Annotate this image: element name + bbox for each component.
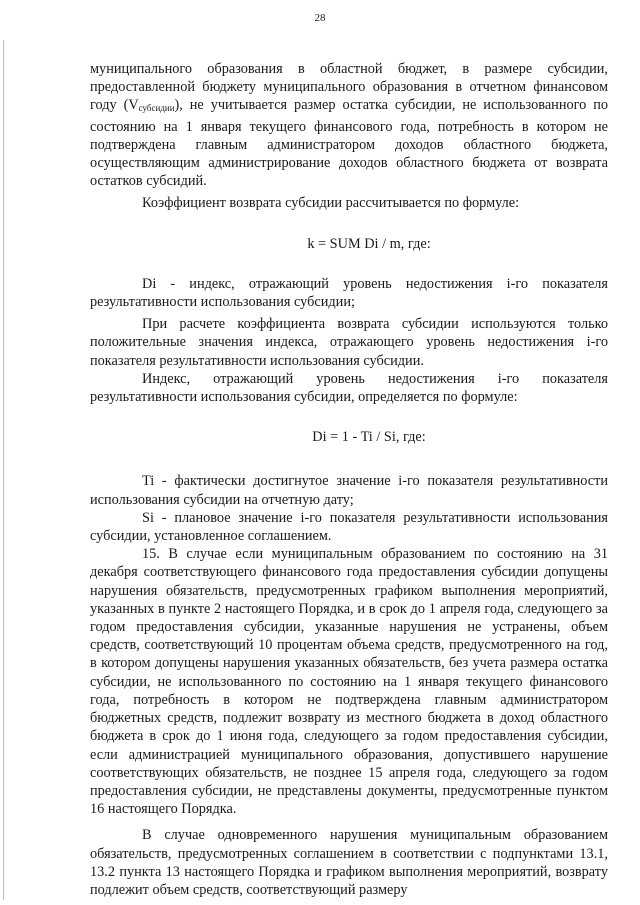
paragraph-3: Di - индекс, отражающий уровень недостижения i-го показателя результативности использования субсидии; <box>90 275 608 311</box>
paragraph-8: 15. В случае если муниципальным образованием по состоянию на 31 декабря соответствующего финансового года предоставления субсидии допущены нарушения обязательств, предусмотренных графиком выполнения мероприятий, указанных в пункте 2 настоящего Порядка, и в срок до 1 апреля года, следующего за годом предоставления субсидии, указанные нарушения не устранены, объем средств, соответствующий 10 процентам объема средств, предусмотренного на год, в котором допущены нарушения указанных обязательств, без учета размера остатка субсидии, не использованного по состоянию на 1 января текущего финансового года, потребность в котором не подтверждена главным администратором бюджетных средств, подлежит возврату из местного бюджета в доход областного бюджета в срок до 1 июня года, следующего за годом предоставления субсидии, если администрацией муниципального образования, допустившего нарушение соответствующих обязательств, не позднее 15 апреля года, следующего за годом предоставления субсидии, не представлены документы, предусмотренные пунктом 16 настоящего Порядка. <box>90 546 608 818</box>
paragraph-2: Коэффициент возврата субсидии рассчитывается по формуле: <box>142 195 520 212</box>
paragraph-1 <box>90 60 608 190</box>
paragraph-6: Ti - фактически достигнутое значение i-го показателя результативности использования субсидии на отчетную дату; <box>90 473 608 508</box>
formula-k: k = SUM Di / m, где: <box>307 235 431 252</box>
scan-edge-mark <box>3 40 4 900</box>
paragraph-1-text-b: ), не учитывается размер остатка субсидии, не использованного по состоянию на 1 января текущего финансового года, потребность в котором не подтверждена главным администратором доходов областного бюджета, осуществляющим администрирование доходов областного бюджета от возврата остатков субсидий. <box>90 97 608 190</box>
document-body <box>90 60 608 899</box>
formula-di: Di = 1 - Ti / Si, где: <box>312 429 426 446</box>
paragraph-1-text-a: муниципального образования в областной бюджет, в размере субсидии, предоставленной бюджету муниципального образования в отчетном финансовом году (V <box>90 61 608 114</box>
page-number: 28 <box>314 12 326 24</box>
paragraph-7: Si - плановое значение i-го показателя результативности использования субсидии, установленное соглашением. <box>90 509 608 545</box>
paragraph-4: При расчете коэффициента возврата субсидии используются только положительные значения индекса, отражающего уровень недостижения i-го показателя результативности использования субсидии. <box>90 316 608 369</box>
paragraph-9: В случае одновременного нарушения муниципальным образованием обязательств, предусмотренных соглашением в соответствии с подпунктами 13.1, 13.2 пункта 13 настоящего Порядка и графиком выполнения мероприятий, возврату подлежит объем средств, соответствующий размеру <box>90 827 608 898</box>
subsidy-subscript: субсидии <box>138 103 175 114</box>
paragraph-5: Индекс, отражающий уровень недостижения i-го показателя результативности использования субсидии, определяется по формуле: <box>90 370 608 406</box>
